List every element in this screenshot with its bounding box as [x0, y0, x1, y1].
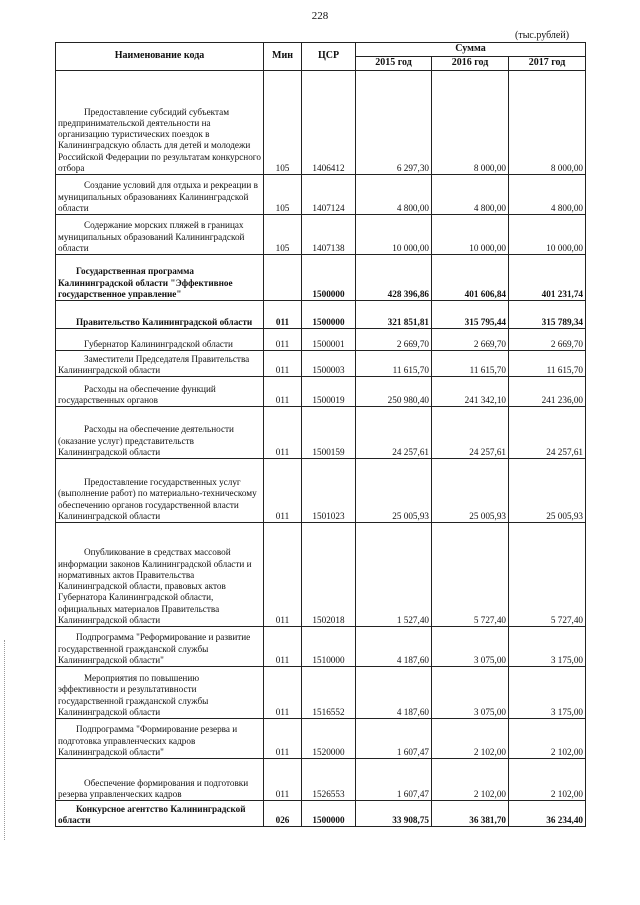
row-min: 011 [264, 627, 302, 667]
row-2017: 401 231,74 [509, 255, 586, 301]
row-min: 011 [264, 301, 302, 329]
row-2016: 5 727,40 [432, 523, 509, 627]
row-2017: 241 236,00 [509, 377, 586, 407]
table-row [56, 215, 586, 255]
unit-note: (тыс.рублей) [515, 30, 570, 41]
row-csr: 1500000 [302, 801, 356, 827]
row-2015: 6 297,30 [356, 71, 432, 175]
row-2015: 24 257,61 [356, 407, 432, 459]
row-2017: 24 257,61 [509, 407, 586, 459]
row-2017: 2 669,70 [509, 329, 586, 351]
row-csr: 1500001 [302, 329, 356, 351]
row-2016: 241 342,10 [432, 377, 509, 407]
row-2017: 36 234,40 [509, 801, 586, 827]
row-2015: 4 800,00 [356, 175, 432, 215]
table-row [56, 301, 586, 329]
row-2015: 33 908,75 [356, 801, 432, 827]
row-min: 011 [264, 351, 302, 377]
row-2016: 25 005,93 [432, 459, 509, 523]
page-number: 228 [311, 10, 329, 22]
row-2016: 4 800,00 [432, 175, 509, 215]
row-name: Государственная программа Калининградской области "Эффективное государственное управление" [56, 255, 264, 301]
row-2015: 4 187,60 [356, 667, 432, 719]
row-2017: 3 175,00 [509, 667, 586, 719]
row-2016: 36 381,70 [432, 801, 509, 827]
row-2016: 11 615,70 [432, 351, 509, 377]
row-name: Конкурсное агентство Калининградской области [56, 801, 264, 827]
row-min: 011 [264, 329, 302, 351]
budget-table [55, 42, 586, 827]
row-name: Расходы на обеспечение функций государственных органов [56, 377, 264, 407]
row-2017: 8 000,00 [509, 71, 586, 175]
table-row [56, 801, 586, 827]
row-2015: 321 851,81 [356, 301, 432, 329]
row-name: Подпрограмма "Формирование резерва и подготовка управленческих кадров Калининградской области" [56, 719, 264, 759]
table-row [56, 523, 586, 627]
row-2017: 2 102,00 [509, 759, 586, 801]
row-min: 011 [264, 377, 302, 407]
row-name: Заместители Председателя Правительства Калининградской области [56, 351, 264, 377]
row-2017: 25 005,93 [509, 459, 586, 523]
row-2017: 4 800,00 [509, 175, 586, 215]
row-2016: 315 795,44 [432, 301, 509, 329]
table-row [56, 175, 586, 215]
row-2016: 401 606,84 [432, 255, 509, 301]
table-row [56, 719, 586, 759]
row-min: 011 [264, 759, 302, 801]
row-csr: 1520000 [302, 719, 356, 759]
row-min: 011 [264, 407, 302, 459]
row-2016: 2 669,70 [432, 329, 509, 351]
row-csr: 1406412 [302, 71, 356, 175]
row-name: Подпрограмма "Реформирование и развитие государственной гражданской службы Калининградской области" [56, 627, 264, 667]
table-row [56, 627, 586, 667]
row-name: Расходы на обеспечение деятельности (оказание услуг) представительств Калининградской области [56, 407, 264, 459]
row-2016: 8 000,00 [432, 71, 509, 175]
header-min: Мин [264, 43, 302, 71]
row-2015: 428 396,86 [356, 255, 432, 301]
header-2017: 2017 год [509, 57, 586, 71]
row-min: 105 [264, 175, 302, 215]
row-min: 011 [264, 667, 302, 719]
header-csr: ЦСР [302, 43, 356, 71]
row-name: Правительство Калининградской области [56, 301, 264, 329]
row-2017: 2 102,00 [509, 719, 586, 759]
row-csr: 1500003 [302, 351, 356, 377]
row-name: Предоставление государственных услуг (выполнение работ) по материально-техническому обеспечению органов государственной власти Калининградской области [56, 459, 264, 523]
row-2015: 1 527,40 [356, 523, 432, 627]
row-csr: 1502018 [302, 523, 356, 627]
row-name: Губернатор Калининградской области [56, 329, 264, 351]
row-2015: 2 669,70 [356, 329, 432, 351]
row-2016: 24 257,61 [432, 407, 509, 459]
row-csr: 1501023 [302, 459, 356, 523]
row-2015: 1 607,47 [356, 759, 432, 801]
row-min: 105 [264, 215, 302, 255]
row-2015: 25 005,93 [356, 459, 432, 523]
header-name: Наименование кода [56, 43, 264, 71]
row-2016: 10 000,00 [432, 215, 509, 255]
table-row [56, 255, 586, 301]
row-name: Содержание морских пляжей в границах муниципальных образований Калининградской области [56, 215, 264, 255]
row-min: 026 [264, 801, 302, 827]
row-2016: 2 102,00 [432, 759, 509, 801]
row-csr: 1500000 [302, 255, 356, 301]
row-2015: 10 000,00 [356, 215, 432, 255]
row-2015: 4 187,60 [356, 627, 432, 667]
row-2017: 315 789,34 [509, 301, 586, 329]
row-min: 011 [264, 719, 302, 759]
row-min [264, 255, 302, 301]
table-row [56, 667, 586, 719]
row-csr: 1510000 [302, 627, 356, 667]
row-csr: 1407124 [302, 175, 356, 215]
row-2016: 3 075,00 [432, 667, 509, 719]
row-2017: 11 615,70 [509, 351, 586, 377]
row-csr: 1500159 [302, 407, 356, 459]
header-2016: 2016 год [432, 57, 509, 71]
header-sum: Сумма [356, 43, 586, 57]
table-row [56, 459, 586, 523]
row-csr: 1500000 [302, 301, 356, 329]
table-row [56, 377, 586, 407]
row-2015: 1 607,47 [356, 719, 432, 759]
row-csr: 1407138 [302, 215, 356, 255]
row-min: 011 [264, 523, 302, 627]
table-row [56, 407, 586, 459]
table-row [56, 351, 586, 377]
row-name: Мероприятия по повышению эффективности и результативности государственной гражданской службы Калининградской области [56, 667, 264, 719]
table-row [56, 759, 586, 801]
row-name: Создание условий для отдыха и рекреации в муниципальных образованиях Калининградской области [56, 175, 264, 215]
scan-edge-marks [4, 640, 7, 840]
row-name: Предоставление субсидий субъектам предпринимательской деятельности на организацию туристических поездок в Калининградскую область для детей и молодежи Российской Федерации по результатам конкурсного отбора [56, 71, 264, 175]
row-csr: 1516552 [302, 667, 356, 719]
row-min: 105 [264, 71, 302, 175]
row-2016: 3 075,00 [432, 627, 509, 667]
row-2017: 3 175,00 [509, 627, 586, 667]
row-name: Обеспечение формирования и подготовки резерва управленческих кадров [56, 759, 264, 801]
row-csr: 1526553 [302, 759, 356, 801]
row-min: 011 [264, 459, 302, 523]
table-row [56, 329, 586, 351]
row-2015: 250 980,40 [356, 377, 432, 407]
row-2017: 5 727,40 [509, 523, 586, 627]
row-2017: 10 000,00 [509, 215, 586, 255]
row-2016: 2 102,00 [432, 719, 509, 759]
row-name: Опубликование в средствах массовой информации законов Калининградской области и нормативных актов Правительства Калининградской области, правовых актов Губернатора Калининградской области, официальных материалов Правительства Калининградской области [56, 523, 264, 627]
table-row [56, 71, 586, 175]
header-2015: 2015 год [356, 57, 432, 71]
row-2015: 11 615,70 [356, 351, 432, 377]
row-csr: 1500019 [302, 377, 356, 407]
